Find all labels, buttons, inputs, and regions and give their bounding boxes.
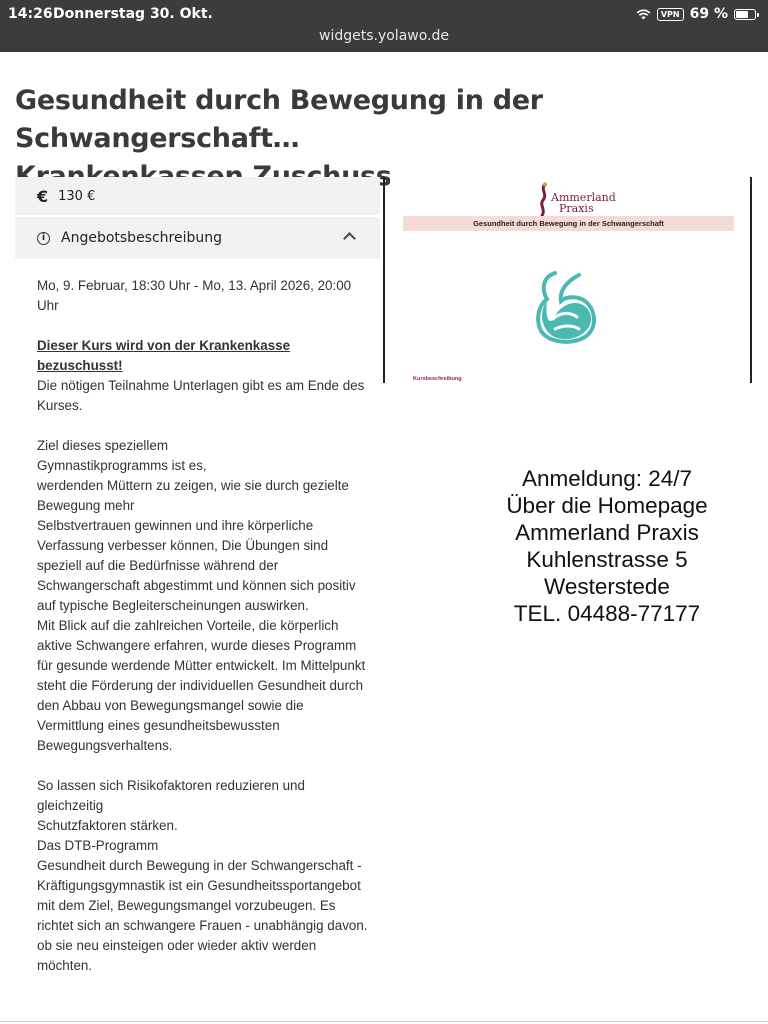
course-flyer-image[interactable] xyxy=(390,177,745,383)
subsidy-notice: Dieser Kurs wird von der Krankenkasse bezuschusst! xyxy=(37,338,291,373)
description-accordion-header[interactable] xyxy=(15,217,380,259)
paragraph-documents: Die nötigen Teilnahme Unterlagen gibt es am Ende des Kurses. xyxy=(37,378,365,413)
logo-line-2: Praxis xyxy=(559,202,594,215)
paragraph-goal-1: Ziel dieses speziellem xyxy=(37,438,168,453)
registration-line-3: Ammerland Praxis xyxy=(515,520,699,545)
praxis-logo xyxy=(535,182,616,218)
status-time: 14:26 xyxy=(8,6,53,22)
wifi-icon xyxy=(636,9,651,20)
flyer-banner: Gesundheit durch Bewegung in der Schwangerschaft xyxy=(403,216,734,231)
spine-logo-icon xyxy=(537,182,551,218)
status-indicators xyxy=(636,6,756,22)
paragraph-goal-3: werdenden Müttern zu zeigen, wie sie durch gezielte Bewegung mehr xyxy=(37,478,349,513)
registration-info xyxy=(462,465,752,627)
euro-icon: € xyxy=(37,186,49,206)
date-range: Mo, 9. Februar, 18:30 Uhr - Mo, 13. April 2026, 20:00 Uhr xyxy=(37,278,352,313)
paragraph-goal-4: Selbstvertrauen gewinnen und ihre körperliche Verfassung verbesser können, Die Übungen sind speziell auf die Bedürfnisse während der Schwangerschaft abgestimmt und können sich positiv auf typische Begleiterscheinungen auswirken. xyxy=(37,518,356,613)
description-label: Angebotsbeschreibung xyxy=(61,230,223,246)
description-content xyxy=(37,276,372,976)
paragraph-risk-3: Das DTB-Programm xyxy=(37,838,159,853)
paragraph-risk-4: Gesundheit durch Bewegung in der Schwangerschaft - Kräftigungsgymnastik ist ein Gesundheitssportangebot mit dem Ziel, Bewegungsmangel vorzubeugen. Es richtet sich an schwangere Frauen - unabhängig davon. ob sie neu einsteigen oder wieder aktiv werden möchten. xyxy=(37,858,368,973)
flyer-kurs-label: Kursbeschreibung xyxy=(413,376,462,382)
paragraph-goal-5: Mit Blick auf die zahlreichen Vorteile, die körperlich aktive Schwangere erfahren, wurde dieses Programm für gesunde werdende Mütter entwickelt. Im Mittelpunkt steht die Förderung der individuellen Gesundheit durch den Abbau von Bewegungsmangel sowie die Vermittlung eines gesundheitsbewussten Bewegungsverhaltens. xyxy=(37,618,366,753)
chevron-up-icon[interactable] xyxy=(343,232,356,245)
battery-icon xyxy=(734,9,756,20)
price-row xyxy=(15,177,380,215)
logo-line-1: Ammerland xyxy=(551,191,616,204)
vpn-badge: VPN xyxy=(657,8,684,21)
logo-text xyxy=(551,192,616,214)
address-bar-url[interactable]: widgets.yolawo.de xyxy=(319,28,449,44)
registration-phone[interactable]: TEL. 04488-77177 xyxy=(513,601,701,626)
battery-percent: 69 % xyxy=(689,6,728,22)
paragraph-risk-1: So lassen sich Risikofaktoren reduzieren und gleichzeitig xyxy=(37,778,305,813)
registration-line-4: Kuhlenstrasse 5 xyxy=(526,547,688,572)
info-icon: i xyxy=(37,232,50,245)
paragraph-risk-2: Schutzfaktoren stärken. xyxy=(37,818,178,833)
status-date: Donnerstag 30. Okt. xyxy=(53,6,213,22)
pregnant-woman-icon xyxy=(525,267,605,347)
registration-line-5: Westerstede xyxy=(544,574,670,599)
registration-line-2: Über die Homepage xyxy=(506,493,708,518)
bottom-divider xyxy=(0,1021,768,1022)
paragraph-goal-2: Gymnastikprogramms ist es, xyxy=(37,458,207,473)
status-bar xyxy=(0,0,768,52)
title-line-1: Gesundheit durch Bewegung in der Schwangerschaft… xyxy=(15,85,543,154)
image-border-left xyxy=(383,177,385,383)
registration-line-1: Anmeldung: 24/7 xyxy=(521,466,693,491)
price-value: 130 € xyxy=(58,188,96,204)
image-border-right xyxy=(750,177,752,383)
